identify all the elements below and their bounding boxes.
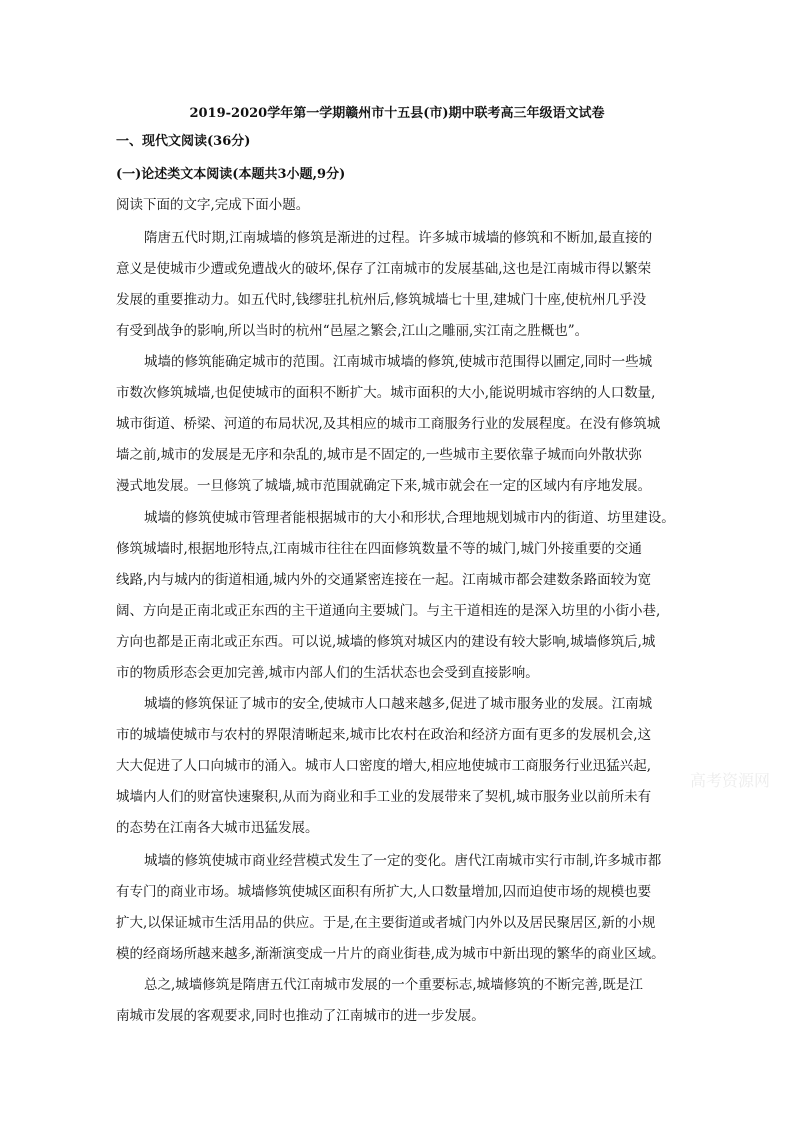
paragraph-line: 发展的重要推动力。如五代时,钱缪驻扎杭州后,修筑城墙七十里,建城门十座,使杭州几乎没 <box>116 292 647 308</box>
paragraph-line: 大大促进了人口向城市的涌入。城市人口密度的增大,相应地使城市工商服务行业迅猛兴起, <box>116 758 652 774</box>
paragraph-line: 模的经商场所越来越多,渐渐演变成一片片的商业街巷,成为城市中新出现的繁华的商业区域。 <box>116 946 665 962</box>
reading-instruction: 阅读下面的文字,完成下面小题。 <box>116 197 310 213</box>
paragraph-line: 市的物质形态会更加完善,城市内部人们的生活状态也会受到直接影响。 <box>116 665 539 681</box>
watermark: 高考资源网 <box>690 771 771 790</box>
paragraph-3 <box>116 503 680 689</box>
exam-title: 2019-2020学年第一学期赣州市十五县(市)期中联考高三年级语文试卷 <box>189 106 605 121</box>
paragraph-line: 修筑城墙时,根据地形特点,江南城市往往在四面修筑数量不等的城门,城门外接重要的交通 <box>116 541 642 557</box>
paragraph-line: 城墙的修筑保证了城市的安全,使城市人口越来越多,促进了城市服务业的发展。江南城 <box>144 696 653 712</box>
paragraph-2 <box>116 347 680 502</box>
paragraph-line: 漫式地发展。一旦修筑了城墙,城市范围就确定下来,城市就会在一定的区域内有序地发展。 <box>116 478 652 494</box>
paragraph-line: 城墙的修筑使城市商业经营模式发生了一定的变化。唐代江南城市实行市制,许多城市都 <box>144 853 662 869</box>
section-heading: 一、现代文阅读(36分) <box>116 134 251 149</box>
paragraph-line: 意义是使城市少遭或免遭战火的破坏,保存了江南城市的发展基础,这也是江南城市得以繁荣 <box>116 261 652 277</box>
paragraph-line: 有专门的商业市场。城墙修筑使城区面积有所扩大,人口数量增加,囚而迫使市场的规模也要 <box>116 884 652 900</box>
paragraph-1 <box>116 223 680 347</box>
paragraph-line: 线路,内与城内的街道相通,城内外的交通紧密连接在一起。江南城市都会建数条路面较为宽 <box>116 572 652 588</box>
paragraph-6 <box>116 970 680 1032</box>
paragraph-5 <box>116 846 680 970</box>
paragraph-line: 城墙的修筑使城市管理者能根据城市的大小和形状,合理地规划城市内的街道、坊里建设。 <box>144 510 675 526</box>
paragraph-line: 市的城墙使城市与农村的界限清晰起来,城市比农村在政治和经济方面有更多的发展机会,这 <box>116 727 652 743</box>
paragraph-line: 隋唐五代时期,江南城墙的修筑是渐进的过程。许多城市城墙的修筑和不断加,最直接的 <box>144 230 653 246</box>
paragraph-line: 方向也都是正南北或正东西。可以说,城墙的修筑对城区内的建设有较大影响,城墙修筑后,城 <box>116 634 656 650</box>
paragraph-line: 南城市发展的客观要求,同时也推动了江南城市的进一步发展。 <box>116 1008 485 1024</box>
paragraph-line: 墙之前,城市的发展是无序和杂乱的,城市是不固定的,一些城市主要依靠子城而向外散状弥 <box>116 447 642 463</box>
paragraph-line: 市数次修筑城墙,也促使城市的面积不断扩大。城市面积的大小,能说明城市容纳的人口数量, <box>116 385 656 401</box>
paragraph-line: 城墙的修筑能确定城市的范围。江南城市城墙的修筑,使城市范围得以圃定,同时一些城 <box>144 354 653 370</box>
paragraph-4 <box>116 689 680 844</box>
paragraph-line: 扩大,以保证城市生活用品的供应。于是,在主要街道或者城门内外以及居民聚居区,新的小规 <box>116 915 656 931</box>
paragraph-line: 有受到战争的影响,所以当时的杭州“邑屋之繁会,江山之雕丽,实江南之胜概也”。 <box>116 323 589 339</box>
subsection-heading: (一)论述类文本阅读(本题共3小题,9分) <box>116 167 346 182</box>
paragraph-line: 总之,城墙修筑是隋唐五代江南城市发展的一个重要标志,城墙修筑的不断完善,既是江 <box>144 977 643 993</box>
paragraph-line: 阔、方向是正南北或正东西的主干道通向主要城门。与主干道相连的是深入坊里的小街小巷, <box>116 603 661 619</box>
paragraph-line: 城市街道、桥梁、河道的布局状况,及其相应的城市工商服务行业的发展程度。在没有修筑城 <box>116 416 661 432</box>
paragraph-line: 的态势在江南各大城市迅猛发展。 <box>116 820 319 836</box>
paragraph-line: 城墙内人们的财富快速聚积,从而为商业和手工业的发展带来了契机,城市服务业以前所未有 <box>116 789 652 805</box>
